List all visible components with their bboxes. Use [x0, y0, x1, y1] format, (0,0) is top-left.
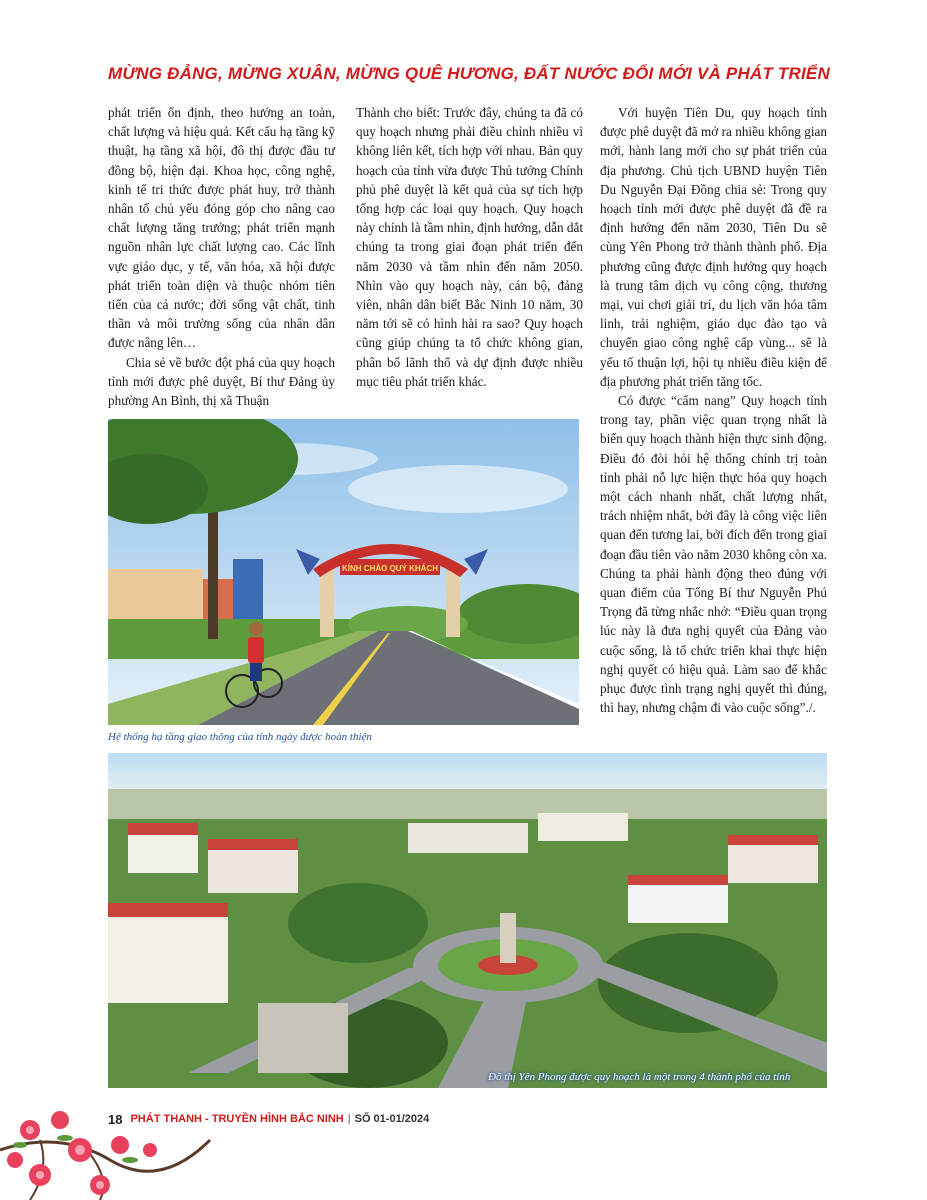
aerial-town-photo: [108, 753, 827, 1088]
text-column-1: [108, 103, 335, 410]
footer-separator: |: [347, 1113, 351, 1125]
peach-blossom-icon: [0, 1090, 220, 1200]
photo-caption: Hệ thống hạ tầng giao thông của tỉnh ngày được hoàn thiện: [108, 731, 372, 743]
paragraph: Có được “cẩm nang” Quy hoạch tỉnh trong tay, phần việc quan trọng nhất là biến quy hoạch thành hiện thực sinh động. Điều đó đòi hỏi hệ thống chính trị toàn tỉnh phải nỗ lực hiện thực hóa quy hoạch một cách nhanh nhất, chất lượng nhất, trách nhiệm nhất, bởi đây là công việc liên quan đến tương lai, bởi đích đến trong giai đoạn đầu tiên vào năm 2030 không còn xa. Chúng ta phải hành động theo đúng với quan điểm của Tổng Bí thư Nguyễn Phú Trọng đã từng nhắc nhở: “Điều quan trọng lúc này là đưa nghị quyết của Đảng vào cuộc sống, là tổ chức triển khai thực hiện nghị quyết có hiệu quả. Làm sao để khắc phục được tình trạng nghị quyết thì đúng, thì hay, nhưng chậm đi vào cuộc sống”./.: [600, 393, 827, 716]
issue-number: SỐ 01-01/2024: [354, 1113, 430, 1125]
paragraph: phát triển ổn định, theo hướng an toàn, chất lượng và hiệu quả. Kết cấu hạ tầng kỹ thuật, hạ tầng xã hội, đô thị được đầu tư đồng bộ, hiện đại. Khoa học, công nghệ, kinh tế tri thức được phát huy, trở thành nhân tố chủ yếu đóng góp cho nâng cao chất lượng tăng trưởng; phát triển mạnh nguồn nhân lực chất lượng cao. Các lĩnh vực giáo dục, y tế, văn hóa, xã hội được phát triển toàn diện và thuộc nhóm tiên tiến của cả nước; đời sống vật chất, tinh thần và môi trường sống của nhân dân được nâng lên…: [108, 105, 335, 351]
photo-caption: Đô thị Yên Phong được quy hoạch là một trong 4 thành phố của tỉnh: [488, 1071, 791, 1083]
page-number: 18: [108, 1111, 123, 1127]
road-gate-photo: [108, 419, 579, 725]
page-headline: MỪNG ĐẢNG, MỪNG XUÂN, MỪNG QUÊ HƯƠNG, ĐẤT NƯỚC ĐỔI MỚI VÀ PHÁT TRIỂN: [108, 64, 830, 83]
text-column-3: [600, 103, 827, 718]
text-column-2: [356, 103, 583, 391]
publication-name: PHÁT THANH - TRUYỀN HÌNH BẮC NINH: [130, 1113, 344, 1125]
paragraph: Chia sẻ về bước đột phá của quy hoạch tỉnh mới được phê duyệt, Bí thư Đảng ủy phường An Bình, thị xã Thuận: [108, 354, 335, 409]
gate-sign-text: KÍNH CHÀO QUÝ KHÁCH: [342, 564, 438, 573]
paragraph: Thành cho biết: Trước đây, chúng ta đã có quy hoạch nhưng phải điều chỉnh nhiều vì không liên kết, tích hợp với nhau. Bản quy hoạch của tỉnh vừa được Thủ tướng Chính phủ phê duyệt là kết quả của sự tích hợp tổng hợp các loại quy hoạch. Quy hoạch này chính là tầm nhìn, định hướng, dẫn dắt chúng ta trong giai đoạn phát triển đến năm 2030 và tầm nhìn đến năm 2050. Nhìn vào quy hoạch này, cán bộ, đảng viên, nhân dân biết Bắc Ninh 10 năm, 30 năm tới sẽ có hình hài ra sao? Quy hoạch cũng giúp chúng ta tổ chức không gian, phân bổ lãnh thổ và dự định được nhiều mục tiêu phát triển khác.: [356, 105, 583, 389]
paragraph: Với huyện Tiên Du, quy hoạch tỉnh được phê duyệt đã mở ra nhiều không gian mới, hành lang mới cho sự phát triển của địa phương. Chủ tịch UBND huyện Tiên Du Nguyễn Đại Đồng chia sẻ: Trong quy hoạch tỉnh mới được phê duyệt đã đề ra định hướng đến năm 2030, Tiên Du sẽ cùng Yên Phong trở thành thành phố. Địa phương cũng được định hướng quy hoạch là trung tâm dịch vụ công cộng, thương mại, vui chơi giải trí, du lịch văn hóa tâm linh, trải nghiệm, giáo dục đào tạo và chuyển giao công nghệ cấp vùng... sẽ là yếu tố thuận lợi, hội tụ nhiều điều kiện để địa phương phát triển tăng tốc.: [600, 105, 827, 389]
